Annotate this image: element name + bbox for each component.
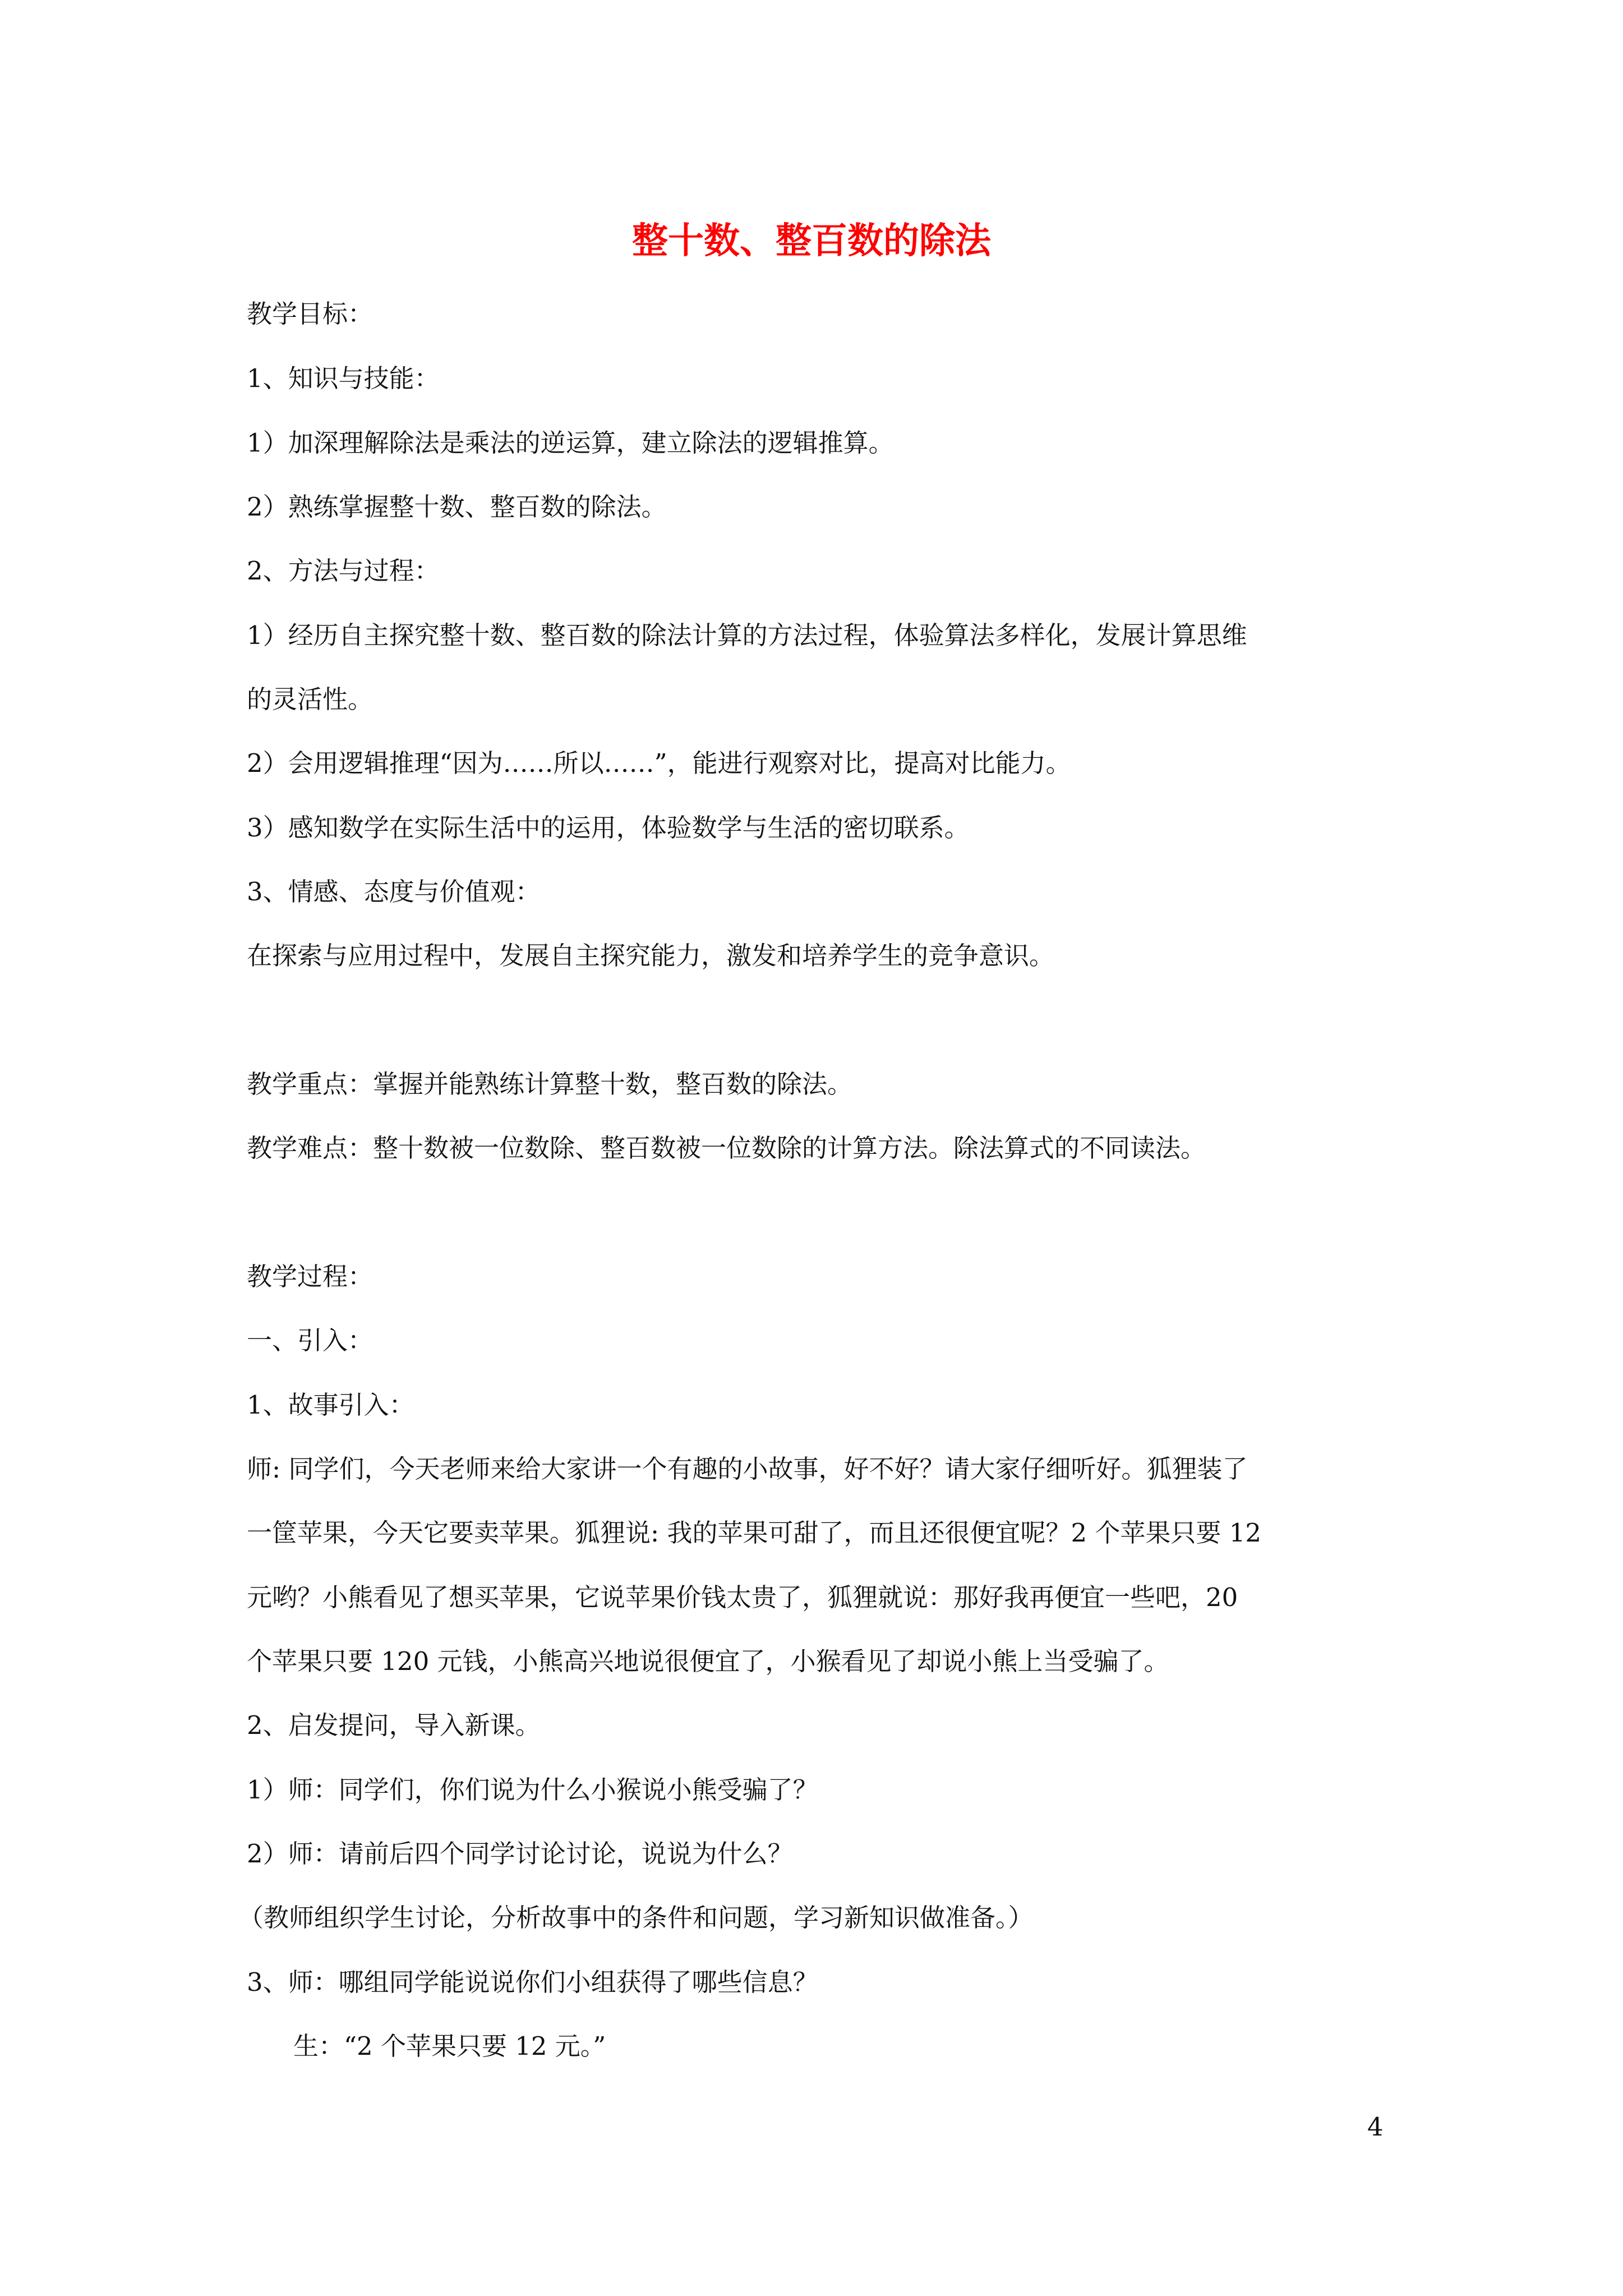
text-line: 一筐苹果，今天它要卖苹果。狐狸说: 我的苹果可甜了，而且还很便宜呢？2 个苹果只要 12 bbox=[247, 1518, 1261, 1548]
text-line: 生：“2 个苹果只要 12 元。” bbox=[293, 2031, 606, 2061]
text-line: 在探索与应用过程中，发展自主探究能力，激发和培养学生的竞争意识。 bbox=[247, 941, 1055, 970]
text-line: 2）师：请前后四个同学讨论讨论，说说为什么？ bbox=[247, 1839, 793, 1869]
text-line: 师: 同学们，今天老师来给大家讲一个有趣的小故事，好不好？请大家仔细听好。狐狸装了 bbox=[247, 1454, 1248, 1484]
text-line: 2、方法与过程： bbox=[247, 556, 440, 586]
text-line: 教学重点：掌握并能熟练计算整十数，整百数的除法。 bbox=[247, 1069, 853, 1099]
page-number: 4 bbox=[1367, 2112, 1384, 2142]
text-line: 3）感知数学在实际生活中的运用，体验数学与生活的密切联系。 bbox=[247, 813, 970, 843]
text-line: 1）加深理解除法是乘法的逆运算，建立除法的逻辑推算。 bbox=[247, 428, 894, 458]
text-line: 1）师：同学们，你们说为什么小猴说小熊受骗了？ bbox=[247, 1775, 818, 1805]
text-line: 2、启发提问，导入新课。 bbox=[247, 1710, 541, 1740]
text-line: 教学难点：整十数被一位数除、整百数被一位数除的计算方法。除法算式的不同读法。 bbox=[247, 1133, 1206, 1163]
page-title: 整十数、整百数的除法 bbox=[632, 220, 991, 262]
text-line: 3、情感、态度与价值观： bbox=[247, 877, 541, 907]
text-line: 元哟？小熊看见了想买苹果，它说苹果价钱太贵了，狐狸就说：那好我再便宜一些吧，20 bbox=[247, 1582, 1238, 1612]
text-line: 个苹果只要 120 元钱，小熊高兴地说很便宜了，小猴看见了却说小熊上当受骗了。 bbox=[247, 1646, 1169, 1676]
text-line: 3、师：哪组同学能说说你们小组获得了哪些信息？ bbox=[247, 1967, 818, 1997]
text-line: 1）经历自主探究整十数、整百数的除法计算的方法过程，体验算法多样化，发展计算思维 bbox=[247, 620, 1247, 650]
text-line: 1、知识与技能： bbox=[247, 364, 440, 393]
text-line: 教学过程： bbox=[247, 1262, 374, 1291]
text-line: 一、引入： bbox=[247, 1326, 374, 1355]
text-line: 2）会用逻辑推理“因为……所以……”，能进行观察对比，提高对比能力。 bbox=[247, 748, 1071, 778]
text-line: 教学目标： bbox=[247, 299, 374, 329]
text-line: （教师组织学生讨论，分析故事中的条件和问题，学习新知识做准备。） bbox=[238, 1903, 1034, 1932]
text-line: 2）熟练掌握整十数、整百数的除法。 bbox=[247, 492, 667, 522]
text-line: 1、故事引入： bbox=[247, 1390, 414, 1420]
text-line: 的灵活性。 bbox=[247, 684, 374, 714]
